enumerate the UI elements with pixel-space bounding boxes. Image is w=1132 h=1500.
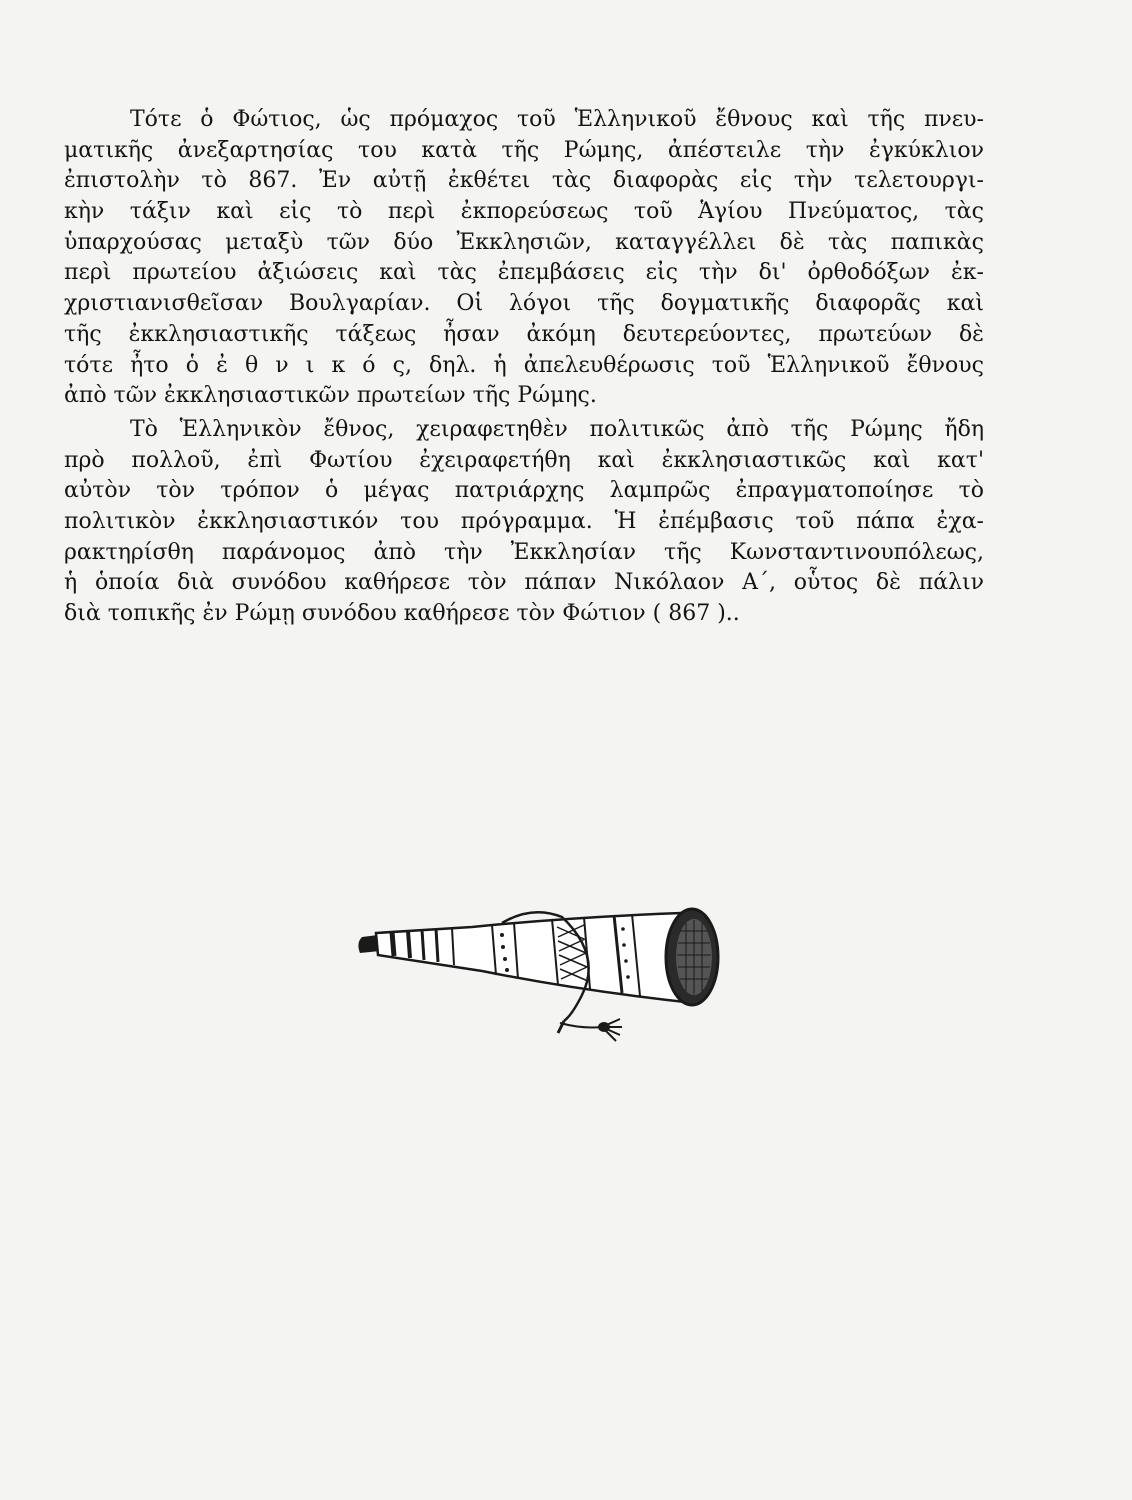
horn-illustration-icon [352, 895, 732, 1055]
text-line: περὶ πρωτείου ἀξιώσεις καὶ τὰς ἐπεμβάσεις εἰς τὴν δι' ὀρθοδόξων ἐκ- [64, 260, 984, 286]
text-line: ρακτηρίσθη παράνομος ἀπὸ τὴν Ἐκκλησίαν τῆς Κωνσταντινουπόλεως, [64, 539, 984, 565]
text-line: ἀπὸ τῶν ἐκκλησιαστικῶν πρωτείων τῆς Ρώμης. [64, 383, 597, 409]
text-line: πολιτικὸν ἐκκλησιαστικόν του πρόγραμμα. Ἡ ἐπέμβασις τοῦ πάπα ἐχα- [64, 508, 984, 534]
body-text [64, 105, 984, 630]
text-line: ἐπιστολὴν τὸ 867. Ἐν αὐτῇ ἐκθέτει τὰς διαφορὰς εἰς τὴν τελετουργι- [64, 168, 984, 194]
text-line: κὴν τάξιν καὶ εἰς τὸ περὶ ἐκπορεύσεως τοῦ Ἁγίου Πνεύματος, τὰς [64, 199, 984, 225]
text-line: Τότε ὁ Φώτιος, ὡς πρόμαχος τοῦ Ἑλληνικοῦ ἔθνους καὶ τῆς πνευ- [130, 107, 984, 132]
text-line: Τὸ Ἑλληνικὸν ἔθνος, χειραφετηθὲν πολιτικῶς ἀπὸ τῆς Ρώμης ἤδη [130, 416, 984, 442]
text-line: τότε ἦτο ὁ ἐ θ ν ι κ ό ς, δηλ. ἡ ἀπελευθέρωσις τοῦ Ἑλληνικοῦ ἔθνους [64, 352, 984, 378]
text-line: ὑπαρχούσας μεταξὺ τῶν δύο Ἐκκλησιῶν, καταγγέλλει δὲ τὰς παπικὰς [64, 229, 984, 255]
text-line: αὐτὸν τὸν τρόπον ὁ μέγας πατριάρχης λαμπρῶς ἐπραγματοποίησε τὸ [64, 478, 984, 504]
text-line: διὰ τοπικῆς ἐν Ρώμῃ συνόδου καθήρεσε τὸν Φώτιον ( 867 ).. [64, 601, 740, 626]
text-line: πρὸ πολλοῦ, ἐπὶ Φωτίου ἐχειραφετήθη καὶ ἐκκλησιαστικῶς καὶ κατ' [64, 447, 984, 473]
text-line: ἡ ὁποία διὰ συνόδου καθήρεσε τὸν πάπαν Νικόλαον Α΄, οὗτος δὲ πάλιν [64, 570, 984, 596]
paragraph-photios-encyclical [64, 105, 984, 412]
paragraph-greek-nation-emancipation [64, 415, 984, 630]
text-line: χριστιανισθεῖσαν Βουλγαρίαν. Οἱ λόγοι τῆς δογματικῆς διαφορᾶς καὶ [64, 291, 984, 317]
text-line: ματικῆς ἀνεξαρτησίας του κατὰ τῆς Ρώμης, ἀπέστειλε τὴν ἐγκύκλιον [64, 137, 984, 163]
text-line: τῆς ἐκκλησιαστικῆς τάξεως ἦσαν ἀκόμη δευτερεύοντες, πρωτεύων δὲ [64, 321, 984, 347]
